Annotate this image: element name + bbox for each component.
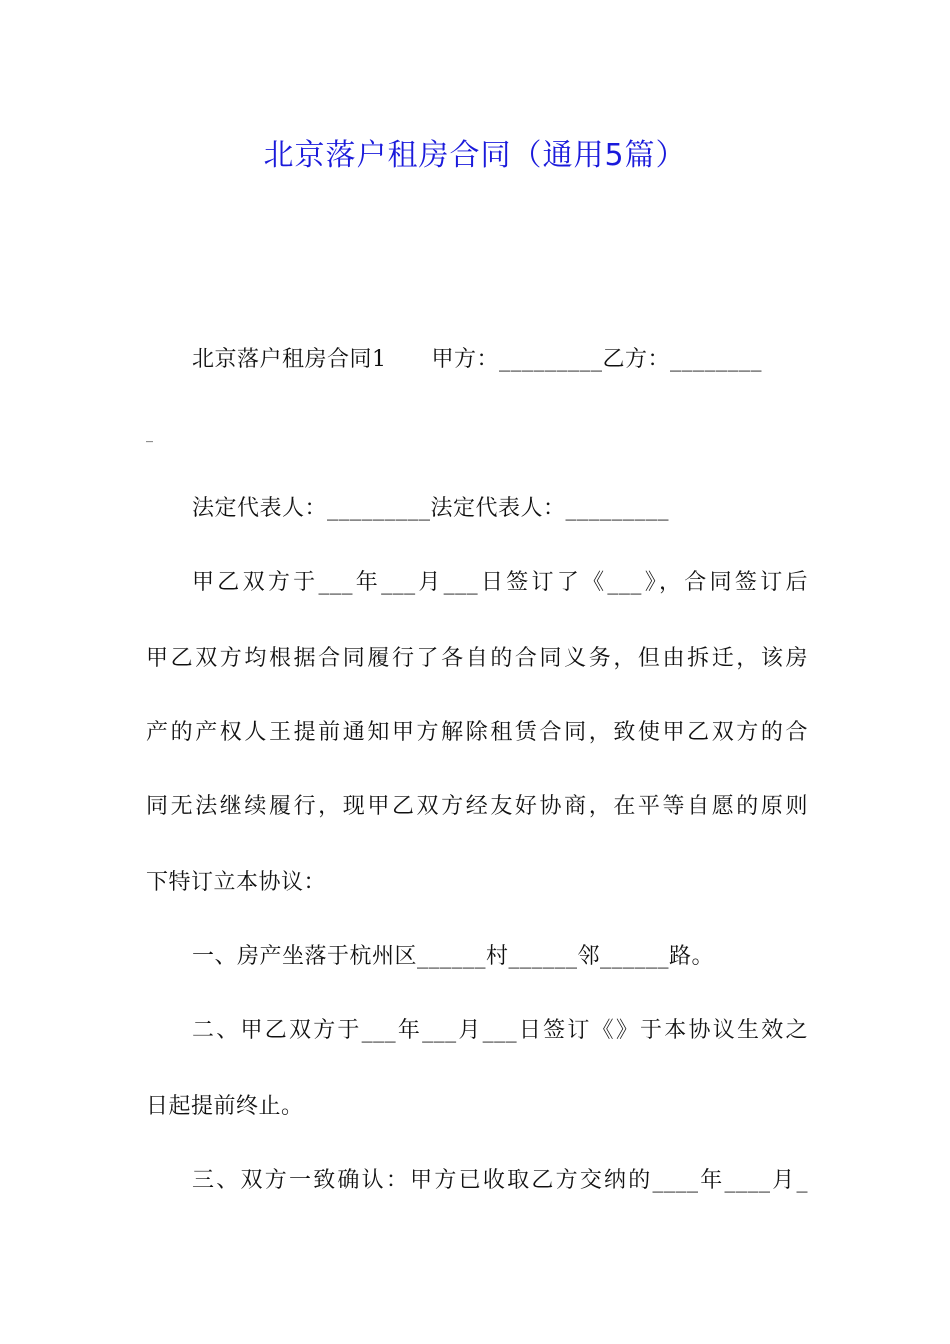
paragraph-line: 二、甲乙双方于___年___月___日签订《》于本协议生效之 bbox=[192, 1018, 808, 1043]
paragraph-line: 同无法继续履行，现甲乙双方经友好协商，在平等自愿的原则 bbox=[146, 794, 808, 819]
paragraph-line: 日起提前终止。 bbox=[146, 1094, 304, 1119]
paragraph-line: 北京落户租房合同1 甲方：_________乙方：________ bbox=[192, 347, 762, 372]
paragraph-line: _ bbox=[146, 427, 154, 443]
paragraph-line: 甲乙双方均根据合同履行了各自的合同义务，但由拆迁，该房 bbox=[146, 646, 808, 671]
paragraph-line: 下特订立本协议： bbox=[146, 870, 327, 895]
paragraph-line: 法定代表人：_________法定代表人：_________ bbox=[192, 496, 670, 521]
paragraph-line: 产的产权人王提前通知甲方解除租赁合同，致使甲乙双方的合 bbox=[146, 720, 808, 745]
paragraph-line: 三、双方一致确认：甲方已收取乙方交纳的____年____月_ bbox=[192, 1168, 808, 1193]
document-title: 北京落户租房合同（通用5篇） bbox=[263, 138, 687, 173]
paragraph-line: 一、房产坐落于杭州区______村______邻______路。 bbox=[192, 944, 715, 969]
paragraph-line: 甲乙双方于___年___月___日签订了《___》，合同签订后 bbox=[192, 570, 808, 595]
